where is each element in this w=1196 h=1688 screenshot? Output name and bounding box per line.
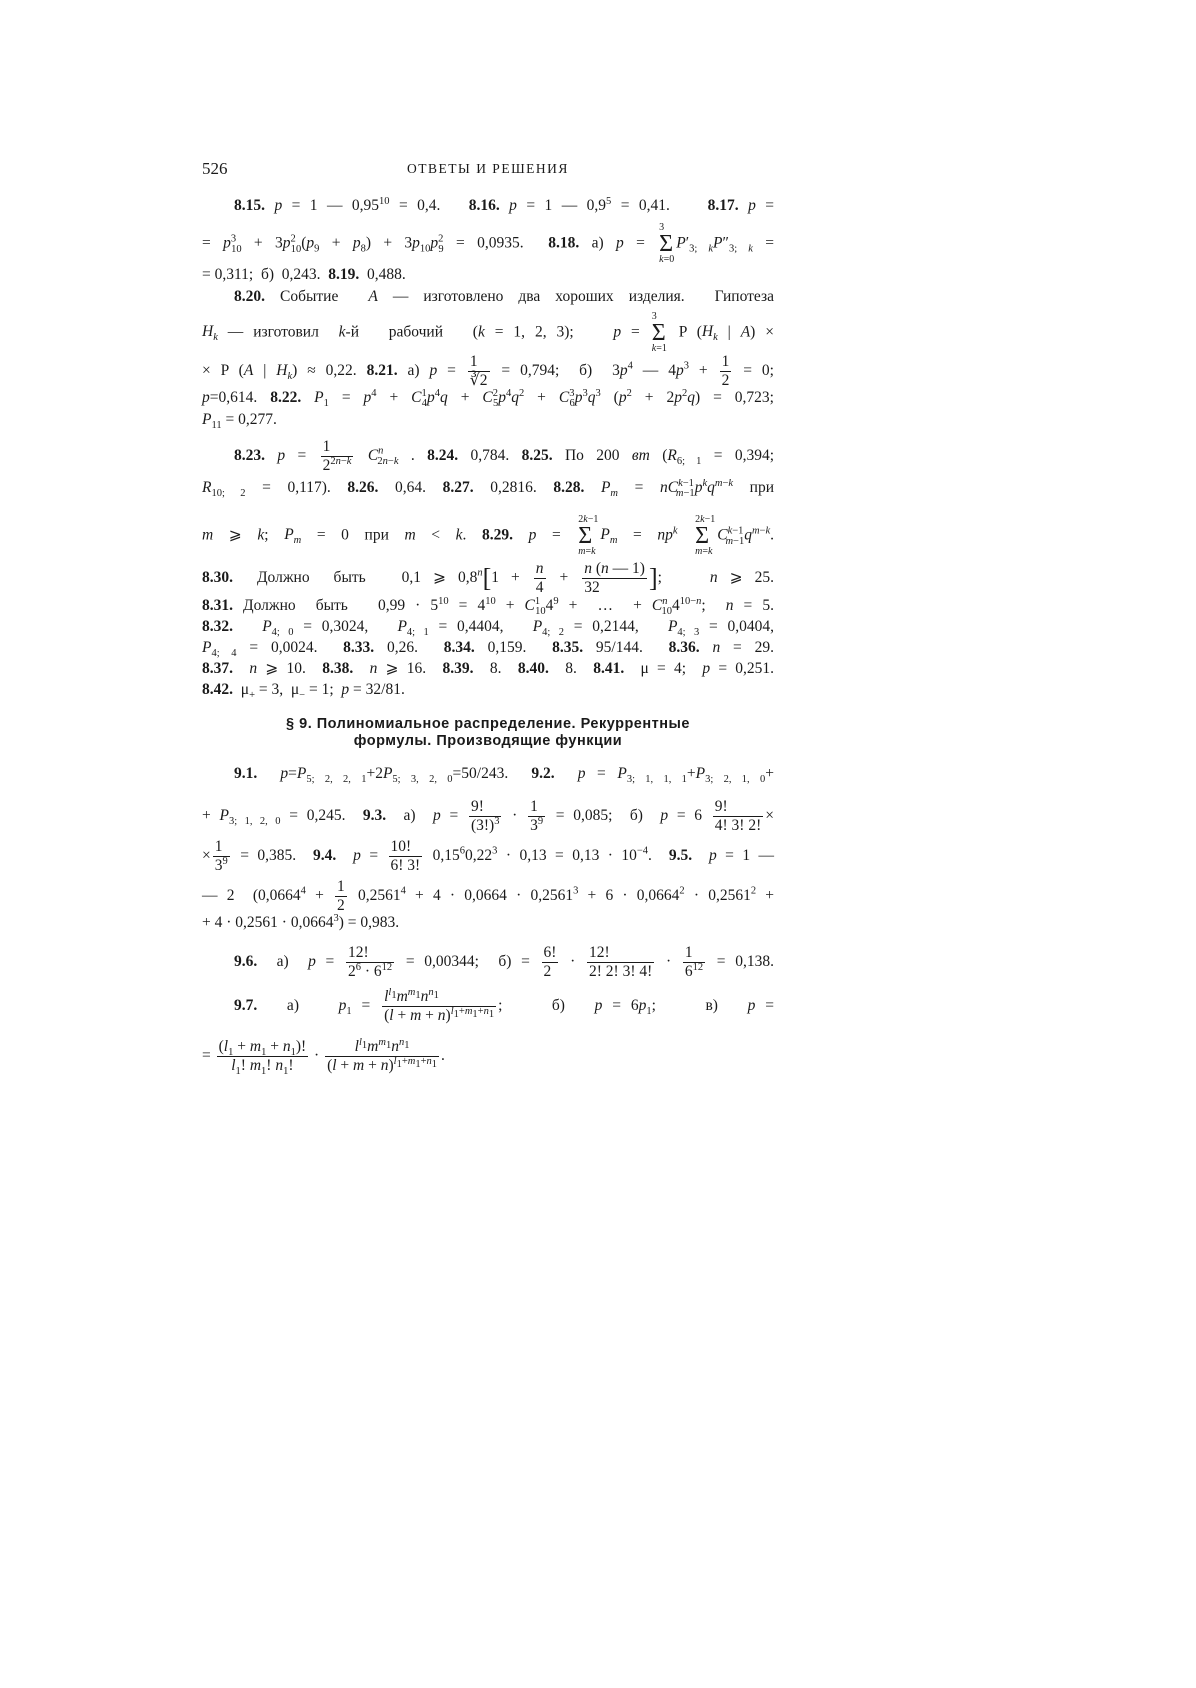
answer-line: 8.23. p = $\frac{1}{2^{2n-k}}$ $C^n_{2n-k}$ . 8.24. 0,784. 8.25. По 200 вт ($R_{6; 1} = 0,394$; [234,438,775,474]
fraction: $\frac{1}{3^9}$ [214,838,228,874]
fraction: $\frac{n (n — 1)}{32}$ [584,560,645,596]
running-title: ОТВЕТЫ И РЕШЕНИЯ [407,161,569,176]
answer-line: $R_{10; 2} = 0,117$). 8.26. 0,64. 8.27. 0,2816. 8.28. $P_m = nC^{k-1}_{m-1}p^kq^{m-k}$ при [202,477,774,500]
fraction: $\frac{9!}{(3!)^3}$ [470,798,500,834]
answer-line: + $4 \cdot 0,2561 \cdot 0,0664^3) = 0,983$. [202,912,400,931]
fraction: $\frac{l^{l_1}m^{m_1}n^{n_1}}{(l + m + n)^{l_1+m_1+n_1}}$ [327,1036,438,1074]
book-page [202,159,775,1077]
answer-line: $H_k$ — изготовил k-й рабочий (k = 1, 2, 3); p = 3 Σ k=1 P ($H_k$ | A) × [202,311,774,355]
fraction: $\frac{n}{4}$ [535,560,544,596]
fraction: $\frac{1}{∛2}$ [469,353,488,389]
answer-line: + $P_{3; 1, 2, 0} = 0,245$. 9.3. а) p = $\frac{9!}{(3!)^3}$ · $\frac{1}{3^9}$ = 0,085; б) p = 6 $\frac{9!}{4! 3! 2!}$ × [202,798,774,834]
answer-line: 9.1. $p=P_{5; 2, 2, 1}+2P_{5; 3, 2, 0}=50/243$. 9.2. $p = P_{3; 1, 1, 1}+P_{3; 2, 1, 0}+$ [234,765,774,786]
answer-line: 8.32. $P_{4; 0} = 0,3024$, $P_{4; 1} = 0,4404$, $P_{4; 2} = 0,2144$, $P_{4; 3} = 0,0404$, [202,618,775,639]
section-heading-line-2: формулы. Производящие функции [353,733,623,749]
answer-line: 8.15. p = 1 — $0,95^{10} = 0,4$. 8.16. p = 1 — $0,9^5 = 0,41$. 8.17. p = [234,195,774,214]
answer-line: × P (A | $H_k) \approx 0,22$. 8.21. а) p = $\frac{1}{∛2}$ = 0,794; б) $3p^4$ — $4p^3$ + $\frac{1}{2}$ = 0; [202,353,774,389]
fraction: $\frac{1}{2}$ [721,353,730,389]
answer-line: 9.6. а) p = $\frac{12!}{2^6 \cdot 6^{12}}$ = 0,00344; б) = $\frac{6!}{2}$ · $\frac{12!}{2! 2! 3! 4!}$ · $\frac{1}{6^{12}}$ = 0,138. [234,944,774,980]
answer-line: = $p^3_{10} + 3p^2_{10}(p_9 + p_8) + 3p_{10}p^2_9 = 0,0935$. 8.18. а) p = 3 Σ k=0 $P'_{3; k}P''_{3; k}$ = [202,222,774,266]
section-heading-line-1: § 9. Полиномиальное распределение. Рекуррентные [286,716,690,732]
answer-line: 8.30. Должно быть 0,1 ⩾ $0,8^n[1$ + $\frac{n}{4}$ + $\frac{n (n — 1)}{32}$ ]; n ⩾ 25. [202,560,774,596]
fraction: $\frac{1}{2}$ [337,878,345,914]
answer-line: 8.31. Должно быть $0,99 \cdot 5^{10} = 4^{10} + C^1_{10}4^9$ + … + $C^n_{10}4^{10-n}$; n = 5. [202,595,774,618]
fraction: $\frac{l^{l_1}m^{m_1}n^{n_1}}{(l + m + n)^{l_1+m_1+n_1}}$ [384,986,495,1024]
page-number: 526 [202,159,228,178]
answer-line: $P_{4; 4} = 0,0024$. 8.33. 0,26. 8.34. 0,159. 8.35. 95/144. 8.36. n = 29. [202,639,775,660]
answer-line: — 2 ($0,0664^4$ + $\frac{1}{2}$ $0,2561^4 + 4 \cdot 0,0664 \cdot 0,2561^3 + 6 \cdot 0,0664^2 \cdot 0,2561^2$ + [202,878,775,914]
sum-symbol: 2k−1 Σ m=k [578,514,599,558]
sum-symbol: 3 Σ k=1 [651,311,667,355]
page-header [202,160,774,184]
answer-line: $P_{11} = 0,277$. [202,411,277,432]
answer-line: = 0,311; б) 0,243. 8.19. 0,488. [202,266,406,283]
fraction: $\frac{12!}{2^6 \cdot 6^{12}}$ [347,944,393,980]
answer-line: = $\frac{(l_1 + m_1 + n_1)!}{l_1! m_1! n_1!}$ · $\frac{l^{l_1}m^{m_1}n^{n_1}}{(l + m + n)^{l_1+m_1+n_1}}$ . [202,1036,445,1077]
answer-line: 8.37. n ⩾ 10. 8.38. n ⩾ 16. 8.39. 8. 8.40. 8. 8.41. μ = 4; p = 0,251. [202,660,775,677]
fraction: $\frac{(l_1 + m_1 + n_1)!}{l_1! m_1! n_1!}$ [218,1038,307,1077]
answer-line: 8.20. Событие A — изготовлено два хороших изделия. Гипотеза [234,288,774,305]
fraction: $\frac{1}{2^{2n-k}}$ [322,438,352,474]
answer-line: 9.7. а) $p_1$ = $\frac{l^{l_1}m^{m_1}n^{n_1}}{(l + m + n)^{l_1+m_1+n_1}}$ ; б) $p = 6p_1$; в) p = [234,986,774,1024]
sum-symbol: 2k−1 Σ m=k [695,514,716,558]
fraction: $\frac{6!}{2}$ [543,944,557,980]
answer-line: m ⩾ k; $P_m = 0$ при m < k. 8.29. p = 2k−1 Σ m=k $P_m = np^k$ 2k−1 Σ m=k $C^{k-1}_{m-1}q^{m-k}$. [202,514,775,558]
fraction: $\frac{1}{6^{12}}$ [684,944,704,980]
answer-line: × $\frac{1}{3^9}$ = 0,385. 9.4. p = $\frac{10!}{6! 3!}$ $0,15^60,22^3 \cdot 0,13 = 0,13 \cdot 10^{-4}$. 9.5. p = 1 — [202,838,775,874]
answer-line: p=0,614. 8.22. $P_1 = p^4 + C^1_4p^4q + C^2_5p^4q^2 + C^3_6p^3q^3$ $(p^2 + 2p^2q) = 0,723$; [202,387,774,410]
fraction: $\frac{12!}{2! 2! 3! 4!}$ [589,944,653,980]
fraction: $\frac{9!}{4! 3! 2!}$ [714,798,762,834]
fraction: $\frac{10!}{6! 3!}$ [390,838,421,874]
sum-symbol: 3 Σ k=0 [659,222,675,266]
fraction: $\frac{1}{3^9}$ [530,798,544,834]
answer-line: 8.42. $\mu_+ = 3$, $\mu_- = 1$; p = 32/81. [202,681,405,702]
